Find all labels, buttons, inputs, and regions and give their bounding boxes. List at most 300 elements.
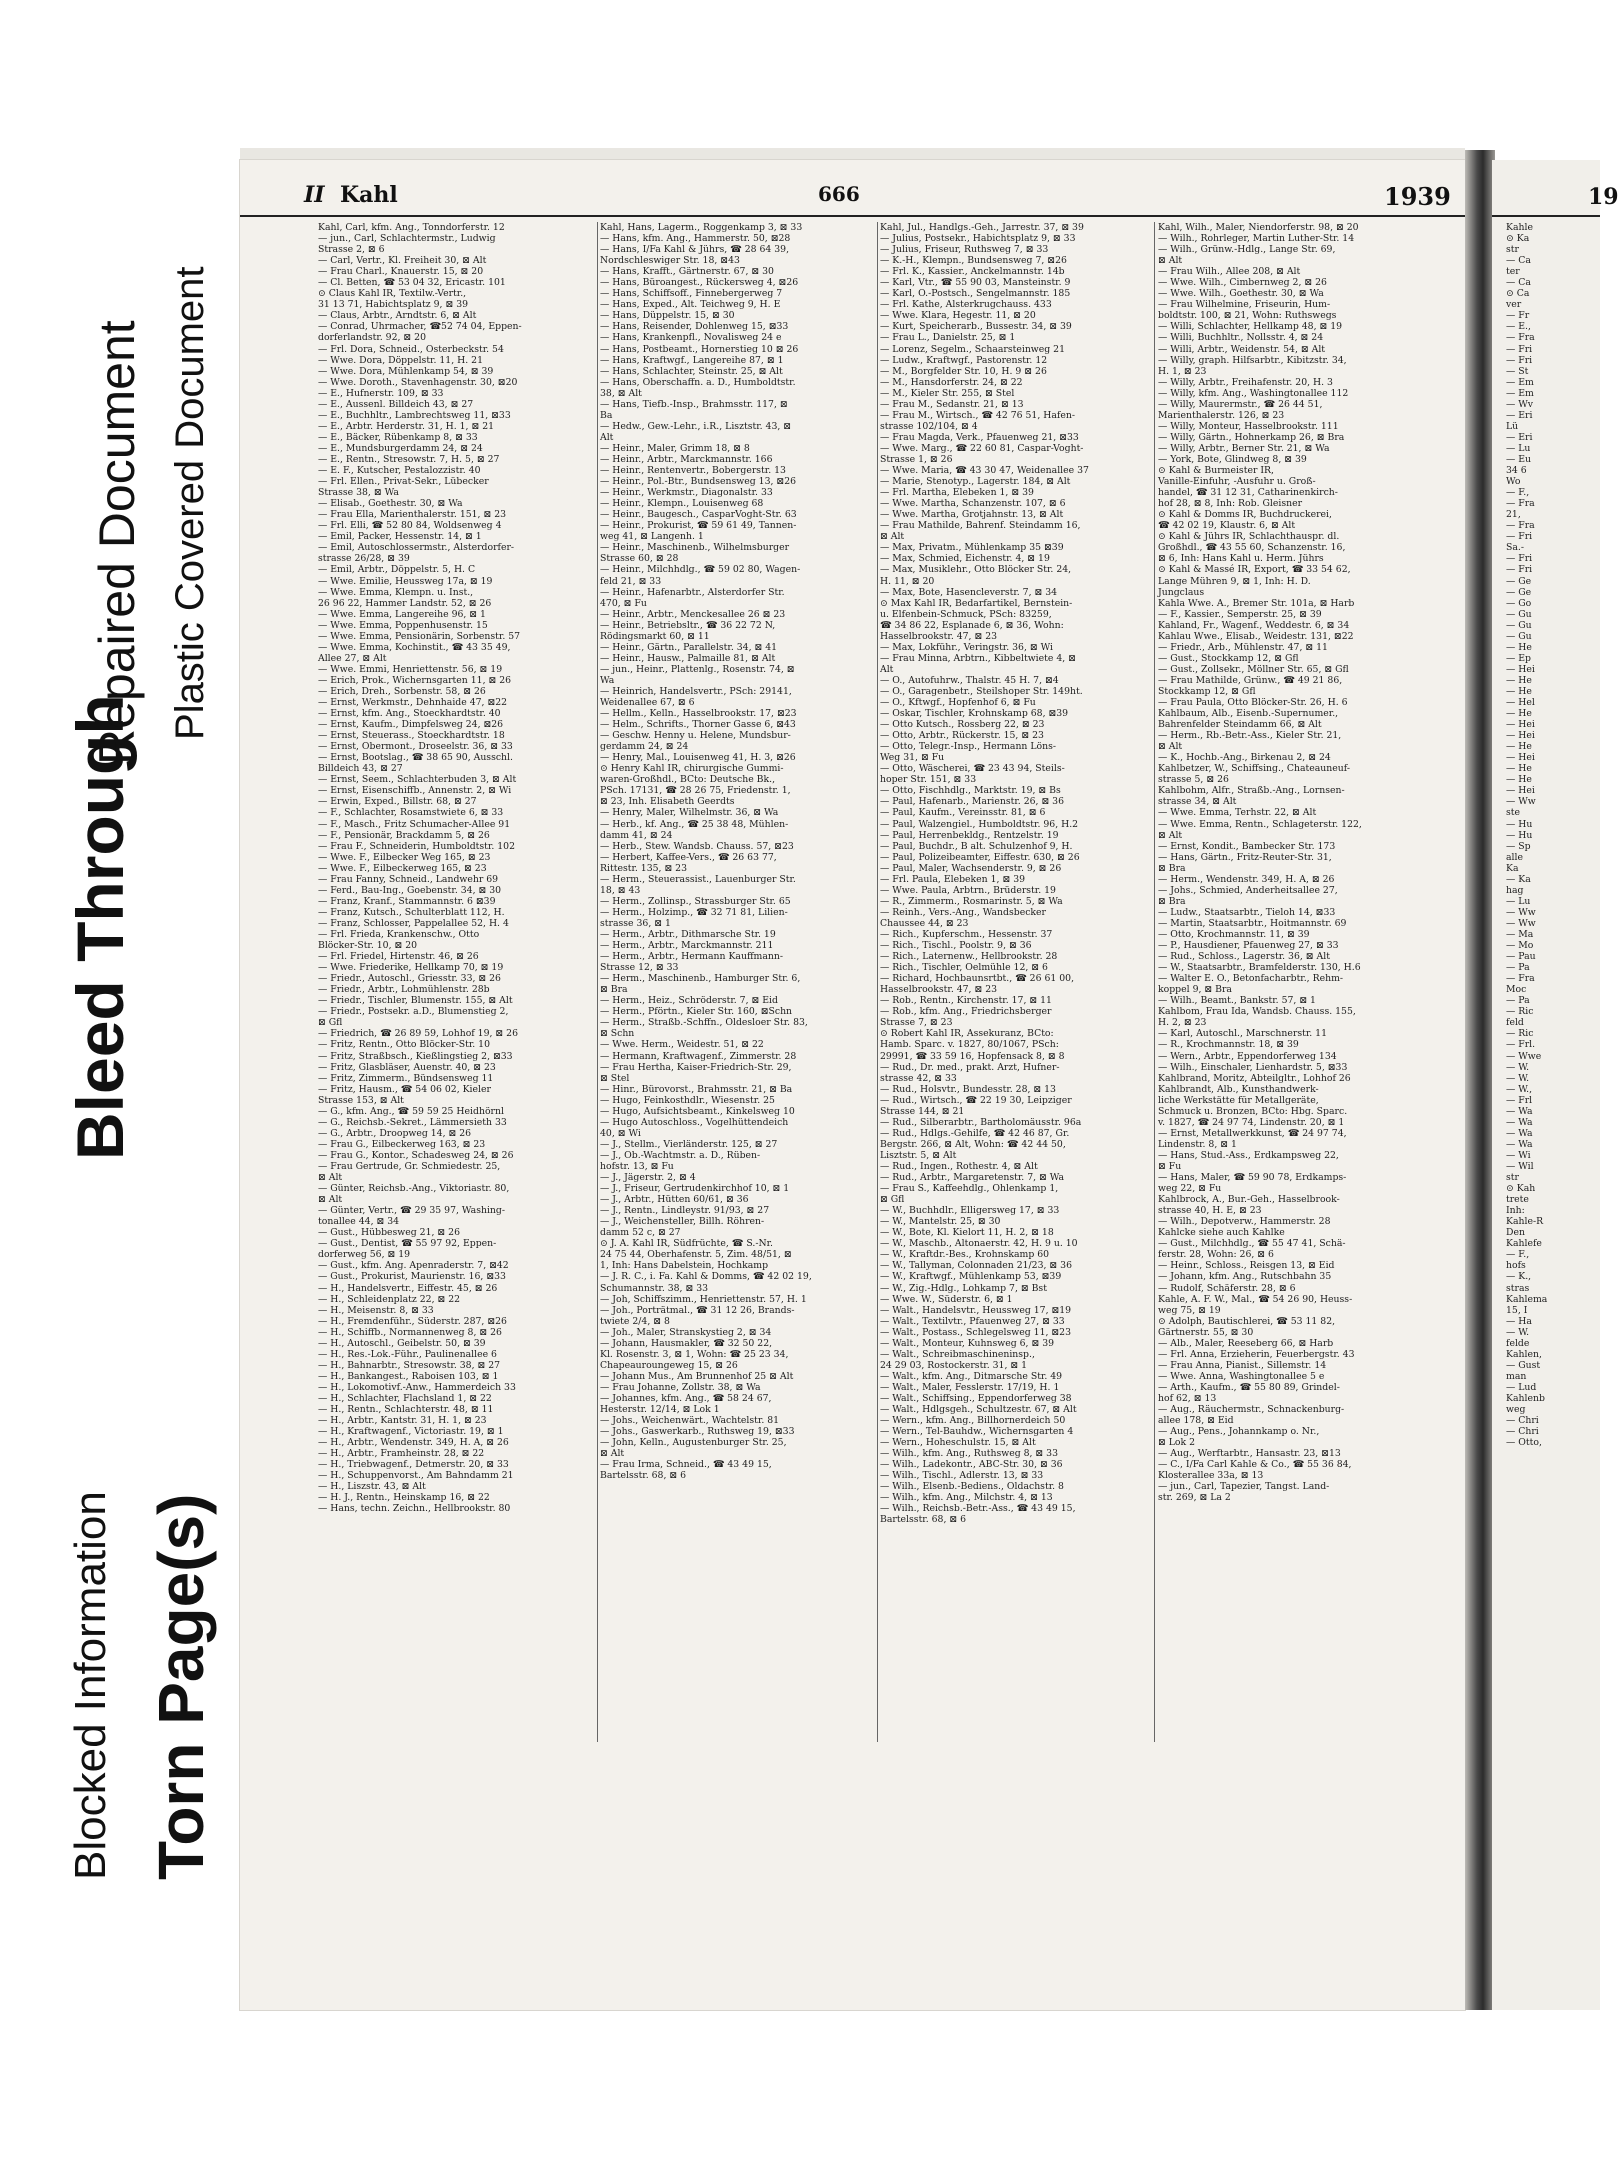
directory-entry-line: — Martin, Staatsarbtr., Hoitmannstr. 69 [1158,917,1347,929]
directory-entry-line: — Heinr., Pol.-Btr., Bundsensweg 13, ⊠26 [600,476,797,488]
directory-entry-line: — W., Mantelstr. 25, ⊠ 30 [880,1216,1001,1228]
directory-entry-line: Strasse 60, ⊠ 28 [600,553,679,565]
page-year: 1939 [1384,182,1451,211]
next-page-entry-line: — Fri [1506,354,1533,366]
directory-entry-line: — Frau Mathilde, Bahrenf. Steindamm 16, [880,520,1081,532]
directory-entry-line: — Wwe. Wilh., Goethestr. 30, ⊠ Wa [1158,288,1324,300]
next-page-entry-line: — Hei [1506,752,1535,764]
directory-entry-line: — Günter, Reichsb.-Ang., Viktoriastr. 80, [318,1183,510,1195]
directory-entry-line: dorferlandstr. 92, ⊠ 20 [318,332,426,344]
next-page-entry-line: Kahle [1506,222,1533,233]
next-page-entry-line: man [1506,1370,1527,1382]
directory-entry-line: — Wwe. Emmi, Henriettenstr. 56, ⊠ 19 [318,663,503,675]
directory-entry-line: — Walt., Maler, Fesslerstr. 17/19, H. 1 [880,1381,1060,1393]
directory-entry-line: hof 62, ⊠ 13 [1158,1392,1217,1404]
directory-entry-line: ⊠ Lok 2 [1158,1437,1196,1449]
directory-entry-line: — W., Tallyman, Colonnaden 21/23, ⊠ 36 [880,1260,1072,1272]
directory-entry-line: Chapeauroungeweg 15, ⊠ 26 [600,1359,738,1371]
directory-entry-line: PSch. 17131, ☎ 28 26 75, Friedenstr. 1, [600,785,791,797]
directory-entry-line: ⊠ Fu [1158,1160,1182,1172]
next-page-entry-line: — Wa [1506,1138,1533,1150]
directory-entry-line: Vanille-Einfuhr, -Ausfuhr u. Groß- [1158,476,1316,488]
directory-entry-line: — Frau Gertrude, Gr. Schmiedestr. 25, [318,1160,501,1172]
directory-entry-line: ⊙ Adolph, Bautischlerei, ☎ 53 11 82, [1158,1315,1336,1327]
directory-entry-line: ⊙ Claus Kahl IR, Textilw.-Vertr., [318,288,467,300]
directory-entry-line: — Herm., Arbtr., Marckmannstr. 211 [600,940,774,952]
directory-entry-line: ⊙ Kahl & Domms IR, Buchdruckerei, [1158,509,1332,521]
directory-entry-line: Kahlbaum, Alb., Eisenb.-Supernumer., [1158,708,1339,720]
directory-entry-line: — Hans, Exped., Alt. Teichweg 9, H. E [600,299,781,311]
directory-entry-line: — Hans, Reisender, Dohlenweg 15, ⊠33 [600,321,789,333]
next-page-entry-line: — Ep [1506,652,1531,664]
next-page-entry-line: — Gu [1506,630,1532,642]
directory-entry-line: — Max, Bote, Hasencleverstr. 7, ⊠ 34 [880,586,1058,598]
directory-entry-line: Strasse 144, ⊠ 21 [880,1105,965,1117]
directory-entry-line: — Herm., Rb.-Betr.-Ass., Kieler Str. 21, [1158,730,1342,742]
directory-entry-line: — Paul, Polizeibeamter, Eiffestr. 630, ⊠ 26 [880,851,1080,863]
directory-entry-line: — Max, Musiklehr., Otto Blöcker Str. 24, [880,564,1072,576]
directory-entry-line: — Hans, Oberschaffn. a. D., Humboldtstr. [600,376,796,388]
directory-entry-line: — Aug., Räuchermstr., Schnackenburg- [1158,1404,1345,1416]
directory-entry-line: — H., Meisenstr. 8, ⊠ 33 [318,1304,434,1316]
directory-entry-line: — R., Zimmerm., Rosmarinstr. 5, ⊠ Wa [880,895,1063,907]
directory-entry-line: H. 2, ⊠ 23 [1158,1017,1207,1029]
directory-entry-line: — Erich, Prok., Wichernsgarten 11, ⊠ 26 [318,674,512,686]
directory-entry-line: — Frl. Paula, Elebeken 1, ⊠ 39 [880,873,1026,885]
directory-entry-line: — J. R. C., i. Fa. Kahl & Domms, ☎ 42 02 19, [600,1271,812,1283]
next-page-entry-line: — Eu [1506,453,1532,465]
directory-entry-line: twiete 2/4, ⊠ 8 [600,1315,670,1327]
torn-pages-label: Torn Page(s) [145,1493,217,1880]
directory-entry-line: — Heinr., Prokurist, ☎ 59 61 49, Tannen- [600,520,797,532]
directory-entry-line: — Heinr., Arbtr., Marckmannstr. 166 [600,453,773,465]
directory-entry-line: weg 41, ⊠ Langenh. 1 [600,531,704,543]
directory-entry-line: strasse 36, ⊠ 1 [600,917,671,929]
directory-entry-line: — Gust., Stockkamp 12, ⊠ Gfl [1158,652,1299,664]
directory-entry-line: — F., Schlachter, Rosamstwiete 6, ⊠ 33 [318,807,504,819]
next-page-entry-line: — Wa [1506,1127,1533,1139]
directory-entry-line: — Wilh., Ladekontr., ABC-Str. 30, ⊠ 36 [880,1459,1063,1471]
next-page-entry-line: — Fri [1506,531,1533,543]
directory-entry-line: — Herm., Heiz., Schröderstr. 7, ⊠ Eid [600,995,778,1007]
directory-entry-line: — H., Arbtr., Framheinstr. 28, ⊠ 22 [318,1448,485,1460]
directory-entry-line: — Aug., Pens., Johannkamp o. Nr., [1158,1426,1320,1438]
next-page-entry-line: — Lu [1506,895,1531,907]
directory-entry-line: — Joh., Maler, Stranskystieg 2, ⊠ 34 [600,1326,772,1338]
directory-entry-line: strasse 34, ⊠ Alt [1158,796,1237,808]
directory-entry-line: — Rud., Wirtsch., ☎ 22 19 30, Leipziger [880,1094,1072,1106]
directory-entry-line: — Ernst, Metallwerkkunst, ☎ 24 97 74, [1158,1127,1347,1139]
next-page-entry-line: 34 6 [1506,465,1527,477]
next-page-entry-line: trete [1506,1194,1529,1206]
directory-entry-line: ⊠ Gfl [880,1194,905,1206]
plastic-covered-document-label: Plastic Covered Document [168,266,212,740]
directory-entry-line: handel, ☎ 31 12 31, Catharinenkirch- [1158,487,1338,499]
next-page-entry-line: — Fra [1506,498,1535,510]
directory-entry-line: — Wilh., Tischl., Adlerstr. 13, ⊠ 33 [880,1470,1044,1482]
repaired-document-label: Repaired Document [89,320,145,765]
page-surname: Kahl [340,182,398,208]
next-page-entry-line: — He [1506,774,1532,786]
directory-entry-line: Lange Mühren 9, ⊠ 1, Inh: H. D. [1158,575,1311,587]
directory-entry-line: — Hugo Autoschloss., Vogelhüttendeich [600,1116,789,1128]
directory-entry-line: — G., Arbtr., Droopweg 14, ⊠ 26 [318,1127,472,1139]
directory-entry-line: 38, ⊠ Alt [600,387,642,399]
directory-entry-line: ☎ 34 86 22, Esplanade 6, ⊠ 36, Wohn: [880,619,1064,631]
directory-entry-line: — H., Fremdenführ., Süderstr. 287, ⊠26 [318,1315,507,1327]
directory-entry-line: — Carl, Vertr., Kl. Freiheit 30, ⊠ Alt [318,255,487,267]
directory-entry-line: — Frl. Ellen., Privat-Sekr., Lübecker [318,476,489,488]
directory-entry-line: — Frau F., Schneiderin, Humboldtstr. 102 [318,840,515,852]
directory-entry-line: ⊙ J. A. Kahl IR, Südfrüchte, ☎ S.-Nr. [600,1238,773,1250]
directory-entry-line: — Rob., kfm. Ang., Friedrichsberger [880,1006,1052,1018]
directory-entry-line: — Friedr., Arb., Mühlenstr. 47, ⊠ 11 [1158,641,1328,653]
directory-entry-line: Allee 27, ⊠ Alt [318,652,387,664]
next-page-entry-line: Sa.- [1506,542,1525,554]
directory-entry-line: — Julius, Postsekr., Habichtsplatz 9, ⊠ 33 [880,233,1076,245]
directory-entry-line: ⊠ Gfl [318,1017,343,1029]
directory-entry-line: — jun., Carl, Tapezier, Tangst. Land- [1158,1481,1330,1493]
directory-entry-line: Hamb. Sparc. v. 1827, 80/1067, PSch: [880,1039,1059,1051]
bleed-through-label: Bleed Through [63,694,137,1160]
directory-entry-line: — Fritz, Zimmerm., Bündsensweg 11 [318,1072,494,1084]
next-page-entry-line: — Hei [1506,730,1535,742]
next-page-entry-line: str [1506,244,1519,256]
next-page-entry-line: — He [1506,685,1532,697]
directory-entry-line: ⊠ Alt [318,1194,343,1206]
next-page-entry-line: — W. [1506,1326,1530,1338]
directory-entry-line: — Rich., Kupferschm., Hessenstr. 37 [880,929,1053,940]
directory-entry-line: — Wilh., Einschaler, Lienhardstr. 5, ⊠33 [1158,1061,1348,1073]
column-divider-1 [597,222,598,1742]
directory-entry-line: — E., Aussenl. Billdeich 43, ⊠ 27 [318,398,474,410]
directory-entry-line: — W., Bote, Kl. Kielort 11, H. 2, ⊠ 18 [880,1227,1054,1239]
directory-entry-line: — Friedr., Arbtr., Lohmühlenstr. 28b [318,984,490,996]
directory-entry-line: 31 13 71, Habichtsplatz 9, ⊠ 39 [318,299,469,311]
next-page-year: 19 [1588,184,1619,210]
directory-entry-line: — Hans, I/Fa Kahl & Jührs, ☎ 28 64 39, [600,244,790,256]
directory-entry-line: — Max, Lokführ., Veringstr. 36, ⊠ Wi [880,641,1053,653]
directory-entry-line: — Julius, Friseur, Ruthsweg 7, ⊠ 33 [880,244,1049,256]
directory-entry-line: tonallee 44, ⊠ 34 [318,1216,400,1228]
next-page-entry-line: stras [1506,1282,1530,1294]
directory-entry-line: strasse 102/104, ⊠ 4 [880,420,978,432]
next-page-entry-line: Den [1506,1227,1525,1239]
next-page-entry-line: — Gu [1506,619,1532,631]
directory-entry-line: — J., Stellm., Vierländerstr. 125, ⊠ 27 [600,1138,778,1150]
next-page-entry-line: — Pa [1506,962,1530,974]
next-page-entry-line: hag [1506,884,1524,896]
directory-entry-line: Strasse 1, ⊠ 26 [880,453,953,465]
directory-entry-line: — Johann, Hausmakler, ☎ 32 50 22, [600,1337,773,1349]
directory-entry-line: Kahla Wwe. A., Bremer Str. 101a, ⊠ Harb [1158,597,1355,609]
directory-entry-line: Schmuck u. Bronzen, BCto: Hbg. Sparc. [1158,1105,1348,1117]
directory-entry-line: — Willi, Buchhltr., Nollsstr. 4, ⊠ 24 [1158,332,1324,344]
directory-entry-line: — Heinr., Hafenarbtr., Alsterdorfer Str. [600,586,785,598]
next-page-entry-line: — St [1506,365,1529,377]
directory-entry-line: — Hans, Schlachter, Steinstr. 25, ⊠ Alt [600,365,783,377]
directory-entry-line: — Hans, Postbeamt., Hornerstieg 10 ⊠ 26 [600,343,799,355]
directory-entry-line: Kahl, Hans, Lagerm., Roggenkamp 3, ⊠ 33 [600,222,803,233]
directory-entry-line: — E., Hufnerstr. 109, ⊠ 33 [318,387,444,399]
directory-entry-line: — Herm., Arbtr., Hermann Kauffmann- [600,951,784,963]
directory-entry-line: — Heinrich, Handelsvertr., PSch: 29141, [600,685,792,697]
directory-entry-line: strasse 26/28, ⊠ 39 [318,553,410,565]
directory-entry-line: — Wwe. Martha, Grotjahnstr. 13, ⊠ Alt [880,509,1064,521]
directory-entry-line: — J., Jägerstr. 2, ⊠ 4 [600,1172,696,1184]
directory-entry-line: — Frau Fanny, Schneid., Landwehr 69 [318,873,499,885]
directory-entry-line: — Herm., Arbtr., Dithmarsche Str. 19 [600,929,776,940]
directory-entry-line: hofstr. 13, ⊠ Fu [600,1160,674,1172]
directory-entry-line: — Wern., Tel-Bauhdw., Wichernsgarten 4 [880,1426,1074,1438]
directory-entry-line: — Walt., Postass., Schlegelsweg 11, ⊠23 [880,1326,1072,1338]
directory-entry-line: gerdamm 24, ⊠ 24 [600,741,689,753]
next-page-entry-line: str [1506,1172,1519,1184]
next-page-entry-line: — Ww [1506,906,1536,918]
next-page-entry-line: — Wv [1506,398,1534,410]
directory-entry-line: — Frau S., Kaffeehdlg., Ohlenkamp 1, [880,1183,1059,1195]
next-page-entry-line: ver [1506,299,1522,311]
directory-entry-line: — Wwe. W., Süderstr. 6, ⊠ 1 [880,1293,1013,1305]
directory-entry-line: Kahl, Jul., Handlgs.-Geh., Jarrestr. 37, ⊠ 39 [880,222,1084,233]
directory-entry-line: — H., Autoschl., Geibelstr. 50, ⊠ 39 [318,1337,486,1349]
directory-entry-line: — Wwe. Dora, Döppelstr. 11, H. 21 [318,354,483,366]
directory-entry-line: — Conrad, Uhrmacher, ☎52 74 04, Eppen- [318,321,522,333]
directory-entry-line: — Johs., Schmied, Anderheitsallee 27, [1158,884,1338,896]
next-page-entry-line: — Lu [1506,442,1531,454]
next-page-entry-line: — Ww [1506,796,1536,808]
directory-entry-line: Kahlbetzer, W., Schiffsing., Chateauneuf- [1158,763,1350,775]
directory-entry-line: liche Werkstätte für Metallgeräte, [1158,1094,1319,1106]
directory-entry-line: Strasse 2, ⊠ 6 [318,244,385,256]
directory-entry-line: — Willy, graph. Hilfsarbtr., Kibitzstr. 34, [1158,354,1347,366]
directory-entry-line: Kl. Rosenstr. 3, ⊠ 1, Wohn: ☎ 25 23 34, [600,1348,789,1360]
directory-entry-line: — Frl. Dora, Schneid., Osterbeckstr. 54 [318,343,504,355]
directory-entry-line: ⊙ Kahl & Jührs IR, Schlachthauspr. dl. [1158,531,1340,543]
directory-entry-line: — Willy, Maurermstr., ☎ 26 44 51, [1158,398,1323,410]
directory-entry-line: Hasselbrookstr. 47, ⊠ 23 [880,630,998,642]
directory-entry-line: — Franz, Kutsch., Schulterblatt 112, H. [318,906,505,918]
directory-entry-line: — Wwe. F., Eilbecker Weg 165, ⊠ 23 [318,851,491,863]
directory-column-1 [318,222,592,1732]
directory-entry-line: — Herm., Straßb.-Schffn., Oldesloer Str. 83, [600,1017,808,1029]
next-page-entry-line: Moc [1506,984,1527,996]
directory-entry-line: — K.-H., Klempn., Bundsensweg 7, ⊠26 [880,255,1067,267]
column-divider-2 [877,222,878,1742]
directory-entry-line: Strasse 38, ⊠ Wa [318,487,399,499]
directory-entry-line: — Paul, Maler, Wachsenderstr. 9, ⊠ 26 [880,862,1062,874]
directory-entry-line: — Fritz, Glasbläser, Auenstr. 40, ⊠ 23 [318,1061,496,1073]
next-page-entry-line: — Wil [1506,1160,1534,1172]
directory-entry-line: 40, ⊠ Wi [600,1127,641,1139]
next-page-entry-line: — Frl [1506,1094,1533,1106]
directory-entry-line: ⊠ Alt [318,1172,343,1184]
directory-entry-line: — Paul, Herrenbekldg., Rentzelstr. 19 [880,829,1059,841]
directory-entry-line: — Rich., Tischler, Oelmühle 12, ⊠ 6 [880,962,1048,974]
directory-entry-line: — Ernst, Kondit., Bambecker Str. 173 [1158,840,1336,852]
directory-entry-line: — Henry, Mal., Louisenweg 41, H. 3, ⊠26 [600,752,796,764]
directory-entry-line: — Hans, techn. Zeichn., Hellbrookstr. 80 [318,1503,511,1515]
directory-entry-line: — Erich, Dreh., Sorbenstr. 58, ⊠ 26 [318,685,486,697]
directory-entry-line: 24 29 03, Rostockerstr. 31, ⊠ 1 [880,1359,1028,1371]
next-page-entry-line: — Hei [1506,785,1535,797]
directory-entry-line: — Hans, Stud.-Ass., Erdkampsweg 22, [1158,1149,1339,1161]
directory-entry-line: Kahland, Fr., Wagenf., Weddestr. 6, ⊠ 34 [1158,619,1350,631]
next-page-entry-line: — Fri [1506,553,1533,565]
directory-entry-line: ⊠ Alt [1158,255,1183,267]
directory-entry-line: — Ernst, Steuerass., Stoeckhardtstr. 18 [318,730,505,742]
next-page-entry-line: Kahlema [1506,1293,1548,1305]
next-page-entry-line: — He [1506,674,1532,686]
next-page-entry-line: — Em [1506,387,1534,399]
directory-entry-line: — J., Arbtr., Hütten 60/61, ⊠ 36 [600,1194,749,1206]
next-page-entry-line: — Ge [1506,575,1532,587]
next-page-entry-line: Ka [1506,862,1519,874]
directory-entry-line: — Frau L., Danielstr. 25, ⊠ 1 [880,332,1016,344]
next-page-entry-line: felde [1506,1337,1530,1349]
directory-entry-line: H. 11, ⊠ 20 [880,575,935,587]
directory-entry-line: — J., Weichensteller, Billh. Röhren- [600,1216,765,1228]
directory-entry-line: — Walt., Schreibmaschineninsp., [880,1348,1035,1360]
next-page-edge [1492,160,1619,2010]
directory-entry-line: — Wwe. Doroth., Stavenhagenstr. 30, ⊠20 [318,376,518,388]
directory-entry-line: — Wwe. Martha, Schanzenstr. 107, ⊠ 6 [880,498,1066,510]
next-page-entry-line: — Fr [1506,310,1530,322]
next-page-entry-line: — Hei [1506,719,1535,731]
directory-entry-line: — Gust., kfm. Ang. Apenraderstr. 7, ⊠42 [318,1260,509,1272]
directory-entry-line: — Willy, kfm. Ang., Washingtonallee 112 [1158,387,1349,399]
directory-entry-line: — Emil, Arbtr., Döppelstr. 5, H. C [318,564,476,576]
book-gutter [1465,150,1495,2010]
directory-entry-line: — Wwe. Marg., ☎ 22 60 81, Caspar-Voght- [880,442,1084,454]
directory-entry-line: — W., Staatsarbtr., Bramfelderstr. 130, H.6 [1158,962,1361,974]
directory-entry-line: Gärtnerstr. 55, ⊠ 30 [1158,1326,1254,1338]
directory-entry-line: — Elisab., Goethestr. 30, ⊠ Wa [318,498,463,510]
directory-entry-line: — Paul, Walzengiel., Humboldtstr. 96, H.2 [880,818,1079,830]
directory-entry-line: — H., Bankangest., Raboisen 103, ⊠ 1 [318,1370,499,1382]
directory-entry-line: — Rich., Laternenw., Hellbrookstr. 28 [880,951,1058,963]
directory-entry-line: — H., Liszstr. 43, ⊠ Alt [318,1481,426,1493]
directory-entry-line: — Ernst, Eisenschiffb., Annenstr. 2, ⊠ Wi [318,785,512,797]
directory-entry-line: Strasse 7, ⊠ 23 [880,1017,953,1029]
directory-entry-line: — Johann Mus., Am Brunnenhof 25 ⊠ Alt [600,1370,794,1382]
directory-entry-line: — Wwe. Emma, Pensionärin, Sorbenstr. 57 [318,630,521,642]
directory-entry-line: — Frau Magda, Verk., Pfauenweg 21, ⊠33 [880,431,1079,443]
directory-entry-line: — Wwe. Emma, Poppenhusenstr. 15 [318,619,488,631]
directory-entry-line: — Wwe. Emma, Langereihe 96, ⊠ 1 [318,608,486,620]
directory-entry-line: — C., I/Fa Carl Kahle & Co., ☎ 55 36 84, [1158,1459,1352,1471]
directory-entry-line: — Ernst, Werkmstr., Dehnhaide 47, ⊠22 [318,697,508,709]
directory-entry-line: str. 269, ⊠ La 2 [1158,1492,1231,1504]
directory-entry-line: — W., Zig.-Hdlg., Lohkamp 7, ⊠ Bst [880,1282,1047,1294]
directory-entry-line: — Arth., Kaufm., ☎ 55 80 89, Grindel- [1158,1381,1340,1393]
directory-entry-line: Kahlau Wwe., Elisab., Weidestr. 131, ⊠22 [1158,630,1354,642]
directory-entry-line: strasse 42, ⊠ 33 [880,1072,957,1084]
directory-entry-line: — Ernst, Kaufm., Dimpfelsweg 24, ⊠26 [318,719,504,731]
directory-entry-line: Bahrenfelder Steindamm 66, ⊠ Alt [1158,719,1322,731]
directory-entry-line: — Johannes, kfm. Ang., ☎ 58 24 67, [600,1392,772,1404]
directory-entry-line: Ba [600,409,613,421]
next-page-entry-line: — Otto, [1506,1437,1542,1449]
next-page-entry-line: — Ha [1506,1315,1532,1327]
directory-entry-line: — W., Kraftwgf., Mühlenkamp 53, ⊠39 [880,1271,1062,1283]
directory-entry-line: — Max, Schmied, Eichenstr. 4, ⊠ 19 [880,553,1050,565]
directory-entry-line: Kahlbrock, A., Bur.-Geh., Hasselbrook- [1158,1194,1340,1206]
directory-entry-line: — Frl. Kathe, Alsterkrugchauss. 433 [880,299,1052,311]
next-page-entry-line: — Ka [1506,873,1531,885]
directory-entry-line: — Frau Wilh., Allee 208, ⊠ Alt [1158,266,1301,278]
directory-entry-line: weg 22, ⊠ Fu [1158,1183,1222,1195]
directory-entry-line: — Walt., Schiffsing., Eppendorferweg 38 [880,1392,1072,1404]
directory-entry-line: — Frl. K., Kassier., Anckelmannstr. 14b [880,266,1065,278]
directory-entry-line: Hasselbrookstr. 47, ⊠ 23 [880,984,998,996]
next-page-entry-line: Kahle-R [1506,1216,1544,1228]
directory-entry-line: — Frl. Frieda, Krankenschw., Otto [318,929,480,940]
directory-entry-line: — H., Kraftwagenf., Victoriastr. 19, ⊠ 1 [318,1426,504,1438]
directory-entry-line: — Wwe. Friederike, Hellkamp 70, ⊠ 19 [318,962,504,974]
next-page-entry-line: — Sp [1506,840,1531,852]
next-page-entry-line: — Go [1506,597,1532,609]
directory-entry-line: Weidenallee 67, ⊠ 6 [600,697,695,709]
directory-entry-line: — Herm., Zollinsp., Strassburger Str. 65 [600,895,791,907]
directory-entry-line: — Ludw., Kraftwgf., Pastorenstr. 12 [880,354,1048,366]
directory-entry-line: — Wwe. Emma, Terhstr. 22, ⊠ Alt [1158,807,1317,819]
directory-entry-line: — Hans, Maler, ☎ 59 90 78, Erdkamps- [1158,1172,1347,1184]
next-page-entry-line: ⊙ Kah [1506,1183,1536,1195]
directory-entry-line: — M., Kieler Str. 255, ⊠ Stel [880,387,1015,399]
directory-entry-line: — Rud., Schloss., Lagerstr. 36, ⊠ Alt [1158,951,1330,963]
directory-entry-line: — Rudolf, Schäferstr. 28, ⊠ 6 [1158,1282,1296,1294]
next-page-entry-line: — Wa [1506,1116,1533,1128]
next-page-entry-line: ter [1506,266,1520,278]
page-number: 666 [818,182,860,206]
directory-entry-line: — Wern., kfm. Ang., Billhornerdeich 50 [880,1415,1066,1427]
directory-entry-line: — Joh., Porträtmal., ☎ 31 12 26, Brands- [600,1304,795,1316]
directory-entry-line: waren-Großhdl., BCto: Deutsche Bk., [600,774,776,786]
directory-entry-line: — Wilh., Beamt., Bankstr. 57, ⊠ 1 [1158,995,1316,1007]
directory-entry-line: — M., Hansdorferstr. 24, ⊠ 22 [880,376,1023,388]
directory-entry-line: — York, Bote, Glindweg 8, ⊠ 39 [1158,453,1307,465]
directory-entry-line: koppel 9, ⊠ Bra [1158,984,1232,996]
directory-entry-line: — H., Lokomotivf.-Anw., Hammerdeich 33 [318,1381,516,1393]
directory-entry-line: — Frau Irma, Schneid., ☎ 43 49 15, [600,1459,772,1471]
next-page-entry-line: — Eri [1506,409,1533,421]
directory-entry-line: — Reinh., Vers.-Ang., Wandsbecker [880,906,1046,918]
directory-entry-line: — Heinr., Gärtn., Parallelstr. 34, ⊠ 41 [600,641,778,653]
directory-entry-line: Chaussee 44, ⊠ 23 [880,917,969,929]
directory-entry-line: Kahl, Carl, kfm. Ang., Tonndorferstr. 12 [318,222,505,233]
next-page-entry-line: weg [1506,1404,1526,1416]
directory-entry-line: allee 178, ⊠ Eid [1158,1415,1234,1427]
next-page-entry-line: — K., [1506,1271,1532,1283]
next-page-entry-line: — Ge [1506,586,1532,598]
directory-entry-line: — Otto, Fischhdlg., Marktstr. 19, ⊠ Bs [880,785,1061,797]
directory-entry-line: — J., Friseur, Gertrudenkirchhof 10, ⊠ 1 [600,1183,790,1195]
directory-entry-line: — Rud., Silberarbtr., Bartholomäusstr. 96a [880,1116,1082,1128]
next-page-entry-line: — Wa [1506,1105,1533,1117]
directory-entry-line: — Herm., Holzimp., ☎ 32 71 81, Lilien- [600,906,788,918]
directory-entry-line: — Erwin, Exped., Billstr. 68, ⊠ 27 [318,796,477,808]
directory-entry-line: ⊠ Alt [880,531,905,543]
directory-entry-line: — Frl. Friedel, Hirtenstr. 46, ⊠ 26 [318,951,479,963]
directory-entry-line: — Walt., Monteur, Kuhnsweg 6, ⊠ 39 [880,1337,1055,1349]
directory-entry-line: — Frau Johanne, Zollstr. 38, ⊠ Wa [600,1381,761,1393]
directory-entry-line: — Wwe. Wilh., Cimbernweg 2, ⊠ 26 [1158,277,1327,289]
directory-entry-line: — Wwe. Maria, ☎ 43 30 47, Weidenallee 37 [880,465,1089,477]
directory-entry-line: — H., Handelsvertr., Eiffestr. 45, ⊠ 26 [318,1282,498,1294]
directory-entry-line: — H., Schlachter, Flachsland 1, ⊠ 22 [318,1392,492,1404]
directory-entry-line: — F., Masch., Fritz Schumacher-Allee 91 [318,818,511,830]
